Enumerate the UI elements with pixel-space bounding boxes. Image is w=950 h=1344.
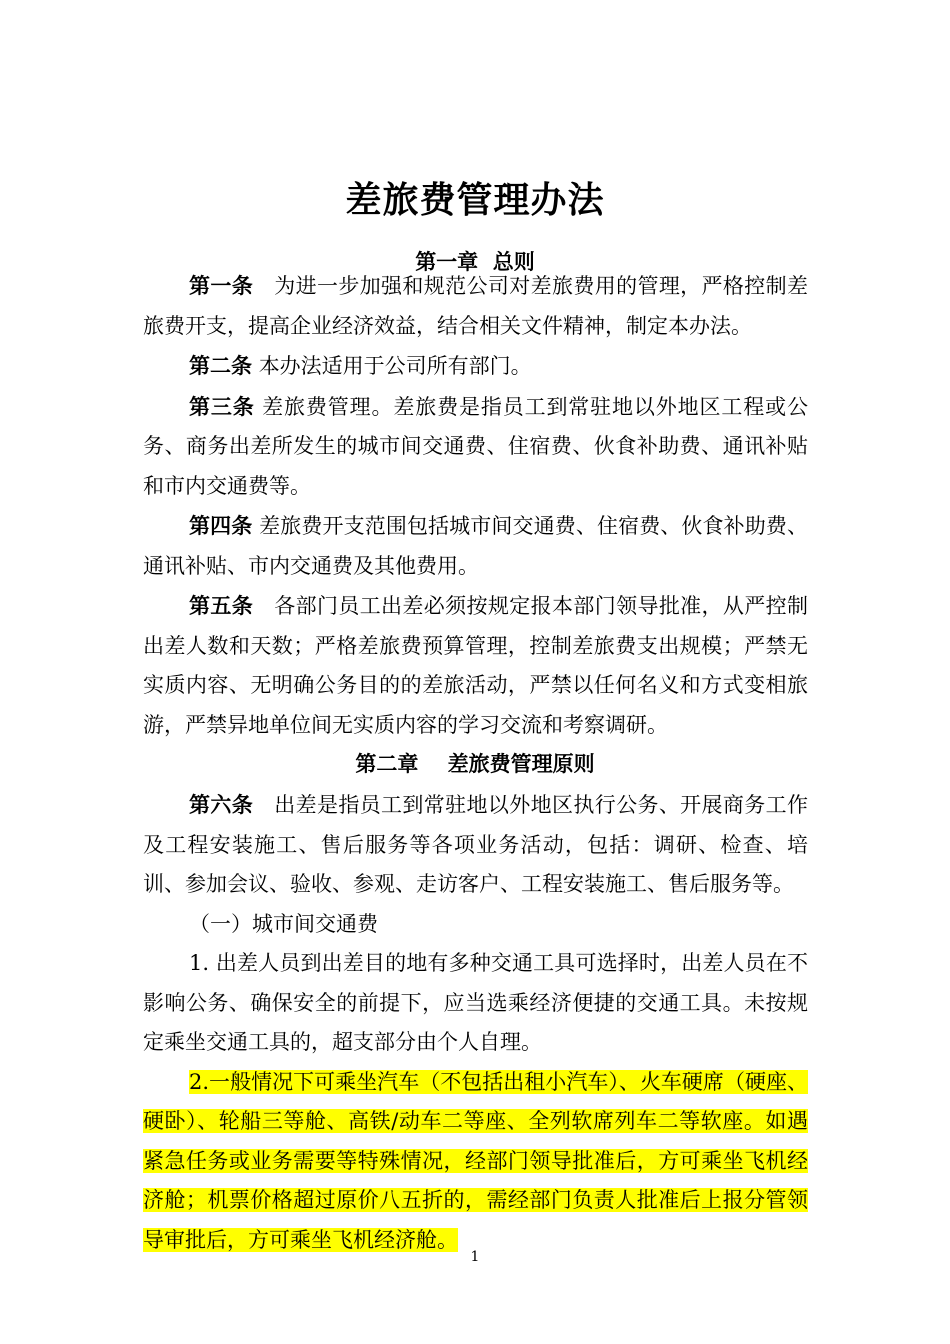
chapter-2-body [143,785,808,1260]
article-4 [143,506,808,586]
article-label: 第六条 [189,792,254,817]
article-label: 第二条 [189,353,252,378]
article-text: 本办法适用于公司所有部门。 [258,354,532,378]
article-label: 第四条 [189,513,253,538]
document-title: 差旅费管理办法 [345,179,605,221]
article-label: 第三条 [189,393,255,419]
article-1 [143,266,808,346]
item-2 [143,1063,808,1261]
chapter-1-body [143,266,808,745]
article-text: 差旅费管理。差旅费是指员工到常驻地以外地区工程或公务、商务出差所发生的城市间交通费、住宿费、伙食补助费、通讯补贴和市内交通费等。 [143,394,808,498]
page-number: 1 [470,1249,480,1265]
article-6 [143,785,808,905]
article-5 [143,586,808,745]
section-intercity-transport: （一）城市间交通费 [189,911,378,936]
chapter-2-heading: 第二章 差旅费管理原则 [355,751,595,776]
article-2 [143,346,808,387]
article-text: 差旅费开支范围包括城市间交通费、住宿费、伙食补助费、通讯补贴、市内交通费及其他费用。 [143,514,808,578]
article-text: 各部门员工出差必须按规定报本部门领导批准，从严控制出差人数和天数；严格差旅费预算管理，控制差旅费支出规模；严禁无实质内容、无明确公务目的的差旅活动，严禁以任何名义和方式变相旅游，严禁异地单位间无实质内容的学习交流和考察调研。 [143,594,809,737]
article-label: 第五条 [189,593,254,618]
item-1: 1. 出差人员到出差目的地有多种交通工具可选择时，出差人员在不影响公务、确保安全的前提下，应当选乘经济便捷的交通工具。未按规定乘坐交通工具的，超支部分由个人自理。 [143,951,808,1054]
article-3 [143,387,808,507]
highlighted-text: 2.一般情况下可乘坐汽车（不包括出租小汽车）、火车硬席（硬座、硬卧）、轮船三等舱、高铁/动车二等座、全列软席列车二等软座。如遇紧急任务或业务需要等特殊情况，经部门领导批准后，方可乘坐飞机经济舱；机票价格超过原价八五折的，需经部门负责人批准后上报分管领导审批后，方可乘坐飞机经济舱。 [143,1069,808,1252]
article-label: 第一条 [189,273,254,298]
chapter-1-heading: 第一章 总则 [415,249,535,274]
article-text: 出差是指员工到常驻地以外地区执行公务、开展商务工作及工程安装施工、售后服务等各项业务活动，包括：调研、检查、培训、参加会议、验收、参观、走访客户、工程安装施工、售后服务等。 [143,793,809,896]
article-text: 为进一步加强和规范公司对差旅费用的管理，严格控制差旅费开支，提高企业经济效益，结合相关文件精神，制定本办法。 [143,274,809,338]
